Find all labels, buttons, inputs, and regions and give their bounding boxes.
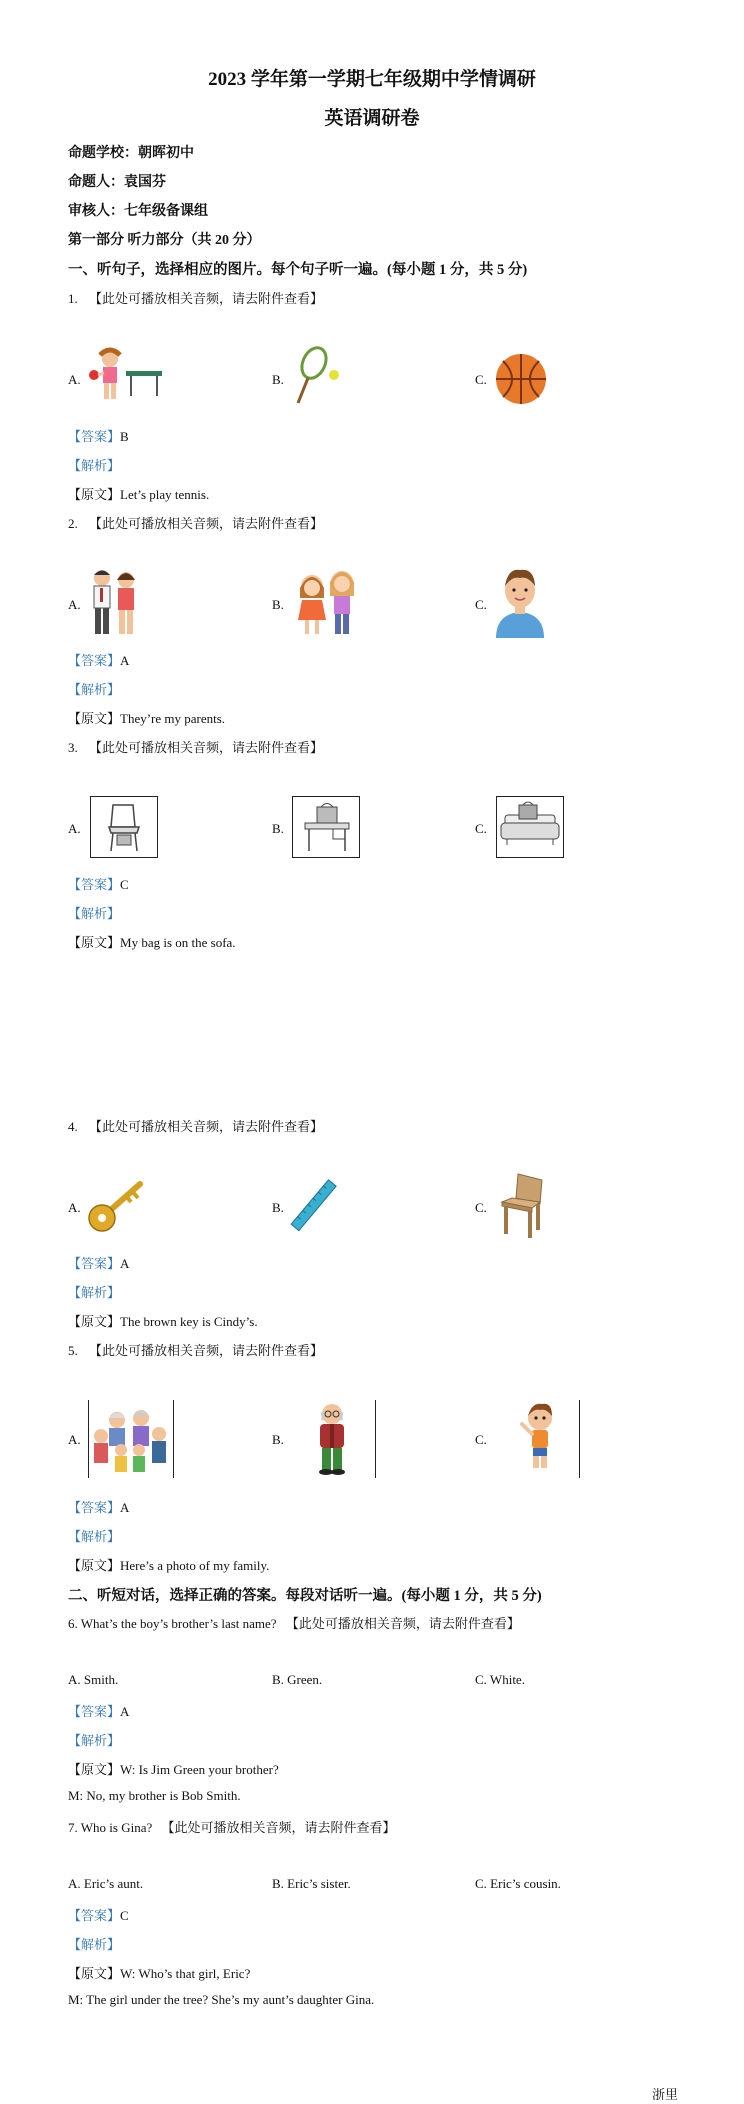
analysis-label: 【解析】 — [68, 906, 121, 921]
transcript-text: W: Who’s that girl, Eric? — [120, 1966, 251, 1981]
page-title: 2023 学年第一学期七年级期中学情调研 — [208, 69, 536, 90]
tennis-racket-image — [292, 345, 344, 407]
question-number: 4. — [68, 1119, 78, 1134]
transcript-line-6b: M: No, my brother is Bob Smith. — [68, 1788, 241, 1803]
ruler-image — [290, 1178, 338, 1234]
option-b-label: B. — [272, 1200, 284, 1215]
transcript-line-1 — [68, 484, 209, 503]
audio-note: 【此处可播放相关音频，请去附件查看】 — [285, 1616, 520, 1631]
question-5-line — [68, 1340, 323, 1359]
option-c-text: C. Eric’s cousin. — [475, 1876, 561, 1891]
question-2-line — [68, 513, 323, 532]
answer-line-5 — [68, 1497, 129, 1516]
transcript-label: 【原文】 — [68, 711, 121, 726]
transcript-text: W: Is Jim Green your brother? — [120, 1762, 279, 1777]
analysis-label: 【解析】 — [68, 1529, 121, 1544]
question-number: 2. — [68, 516, 78, 531]
author-line: 命题人：袁国芬 — [68, 175, 166, 190]
option-b-label: B. — [272, 597, 284, 612]
page-subtitle: 英语调研卷 — [324, 108, 420, 129]
family-photo-image — [88, 1400, 174, 1478]
transcript-text: The brown key is Cindy’s. — [120, 1314, 258, 1329]
girl-playing-ping-pong-image — [86, 345, 164, 407]
grandfather-image — [292, 1400, 376, 1478]
option-b-label: B. — [272, 1432, 284, 1447]
audio-note: 【此处可播放相关音频，请去附件查看】 — [161, 1820, 396, 1835]
option-c-label: C. — [475, 1432, 487, 1447]
section1-title: 一、听句子，选择相应的图片。每个句子听一遍。(每小题 1 分，共 5 分) — [68, 262, 528, 278]
question-text: What’s the boy’s brother’s last name? — [80, 1616, 277, 1631]
answer-label: 【答案】 — [68, 429, 121, 444]
question-text: Who is Gina? — [80, 1820, 153, 1835]
answer-line-2 — [68, 650, 129, 669]
key-image — [86, 1178, 148, 1234]
question-3-line — [68, 737, 323, 756]
option-c-label: C. — [475, 597, 487, 612]
transcript-text: They’re my parents. — [120, 711, 226, 726]
answer-label: 【答案】 — [68, 877, 121, 892]
answer-label: 【答案】 — [68, 653, 121, 668]
transcript-label: 【原文】 — [68, 1762, 121, 1777]
answer-line-3 — [68, 874, 129, 893]
option-a-label: A. — [68, 372, 81, 387]
audio-note: 【此处可播放相关音频，请去附件查看】 — [89, 291, 324, 306]
transcript-line-2 — [68, 708, 225, 727]
answer-line-1 — [68, 426, 129, 445]
transcript-label: 【原文】 — [68, 1966, 121, 1981]
chair-image — [494, 1170, 548, 1240]
analysis-label: 【解析】 — [68, 1937, 121, 1952]
option-c-label: C. — [475, 821, 487, 836]
bag-on-chair-image — [90, 796, 158, 858]
analysis-label: 【解析】 — [68, 1733, 121, 1748]
audio-note: 【此处可播放相关音频，请去附件查看】 — [89, 1119, 324, 1134]
option-c-label: C. — [475, 1200, 487, 1215]
answer-value: A — [120, 653, 130, 668]
transcript-label: 【原文】 — [68, 935, 121, 950]
analysis-label: 【解析】 — [68, 458, 121, 473]
answer-value: C — [120, 877, 129, 892]
audio-note: 【此处可播放相关音频，请去附件查看】 — [89, 740, 324, 755]
option-b-text: B. Green. — [272, 1672, 323, 1687]
option-a-text: A. Eric’s aunt. — [68, 1876, 144, 1891]
transcript-line-4 — [68, 1311, 258, 1330]
transcript-line-3 — [68, 932, 236, 951]
question-number: 3. — [68, 740, 78, 755]
question-number: 7. — [68, 1820, 78, 1835]
question-number: 6. — [68, 1616, 78, 1631]
option-a-text: A. Smith. — [68, 1672, 119, 1687]
transcript-label: 【原文】 — [68, 487, 121, 502]
answer-label: 【答案】 — [68, 1500, 121, 1515]
option-c-label: C. — [475, 372, 487, 387]
transcript-text: Let’s play tennis. — [120, 487, 210, 502]
answer-value: A — [120, 1256, 130, 1271]
option-a-label: A. — [68, 1432, 81, 1447]
transcript-line-5 — [68, 1555, 269, 1574]
transcript-text: Here’s a photo of my family. — [120, 1558, 270, 1573]
section2-title: 二、听短对话，选择正确的答案。每段对话听一遍。(每小题 1 分，共 5 分) — [68, 1588, 542, 1604]
school-line: 命题学校：朝晖初中 — [68, 146, 194, 161]
answer-line-4 — [68, 1253, 129, 1272]
answer-label: 【答案】 — [68, 1256, 121, 1271]
part1-title: 第一部分 听力部分（共 20 分） — [68, 233, 261, 248]
question-6-line — [68, 1613, 520, 1632]
question-number: 1. — [68, 291, 78, 306]
two-girls-image — [290, 566, 364, 638]
reviewer-line: 审核人：七年级备课组 — [68, 204, 208, 219]
option-a-label: A. — [68, 821, 81, 836]
transcript-text: My bag is on the sofa. — [120, 935, 236, 950]
option-b-label: B. — [272, 821, 284, 836]
answer-line-6 — [68, 1701, 129, 1720]
answer-line-7 — [68, 1905, 129, 1924]
transcript-label: 【原文】 — [68, 1314, 121, 1329]
question-1-line — [68, 288, 323, 307]
answer-label: 【答案】 — [68, 1908, 121, 1923]
transcript-label: 【原文】 — [68, 1558, 121, 1573]
analysis-label: 【解析】 — [68, 1285, 121, 1300]
option-c-text: C. White. — [475, 1672, 525, 1687]
transcript-line-7 — [68, 1963, 250, 1982]
transcript-line-7b: M: The girl under the tree? She’s my aunt’s daughter Gina. — [68, 1992, 375, 2007]
basketball-image — [494, 352, 548, 406]
audio-note: 【此处可播放相关音频，请去附件查看】 — [89, 1343, 324, 1358]
question-7-line — [68, 1817, 396, 1836]
two-adults-image — [86, 566, 142, 638]
analysis-label: 【解析】 — [68, 682, 121, 697]
question-4-line — [68, 1116, 323, 1135]
answer-value: A — [120, 1704, 130, 1719]
answer-value: B — [120, 429, 129, 444]
option-a-label: A. — [68, 597, 81, 612]
corner-text: 浙里 — [652, 2087, 679, 2102]
option-a-label: A. — [68, 1200, 81, 1215]
answer-value: C — [120, 1908, 129, 1923]
bag-on-desk-image — [292, 796, 360, 858]
answer-label: 【答案】 — [68, 1704, 121, 1719]
answer-value: A — [120, 1500, 130, 1515]
option-b-label: B. — [272, 372, 284, 387]
boy-waving-image — [494, 1400, 580, 1478]
option-b-text: B. Eric’s sister. — [272, 1876, 351, 1891]
audio-note: 【此处可播放相关音频，请去附件查看】 — [89, 516, 324, 531]
bag-on-sofa-image — [496, 796, 564, 858]
question-number: 5. — [68, 1343, 78, 1358]
boy-portrait-image — [494, 566, 546, 638]
transcript-line-6 — [68, 1759, 279, 1778]
